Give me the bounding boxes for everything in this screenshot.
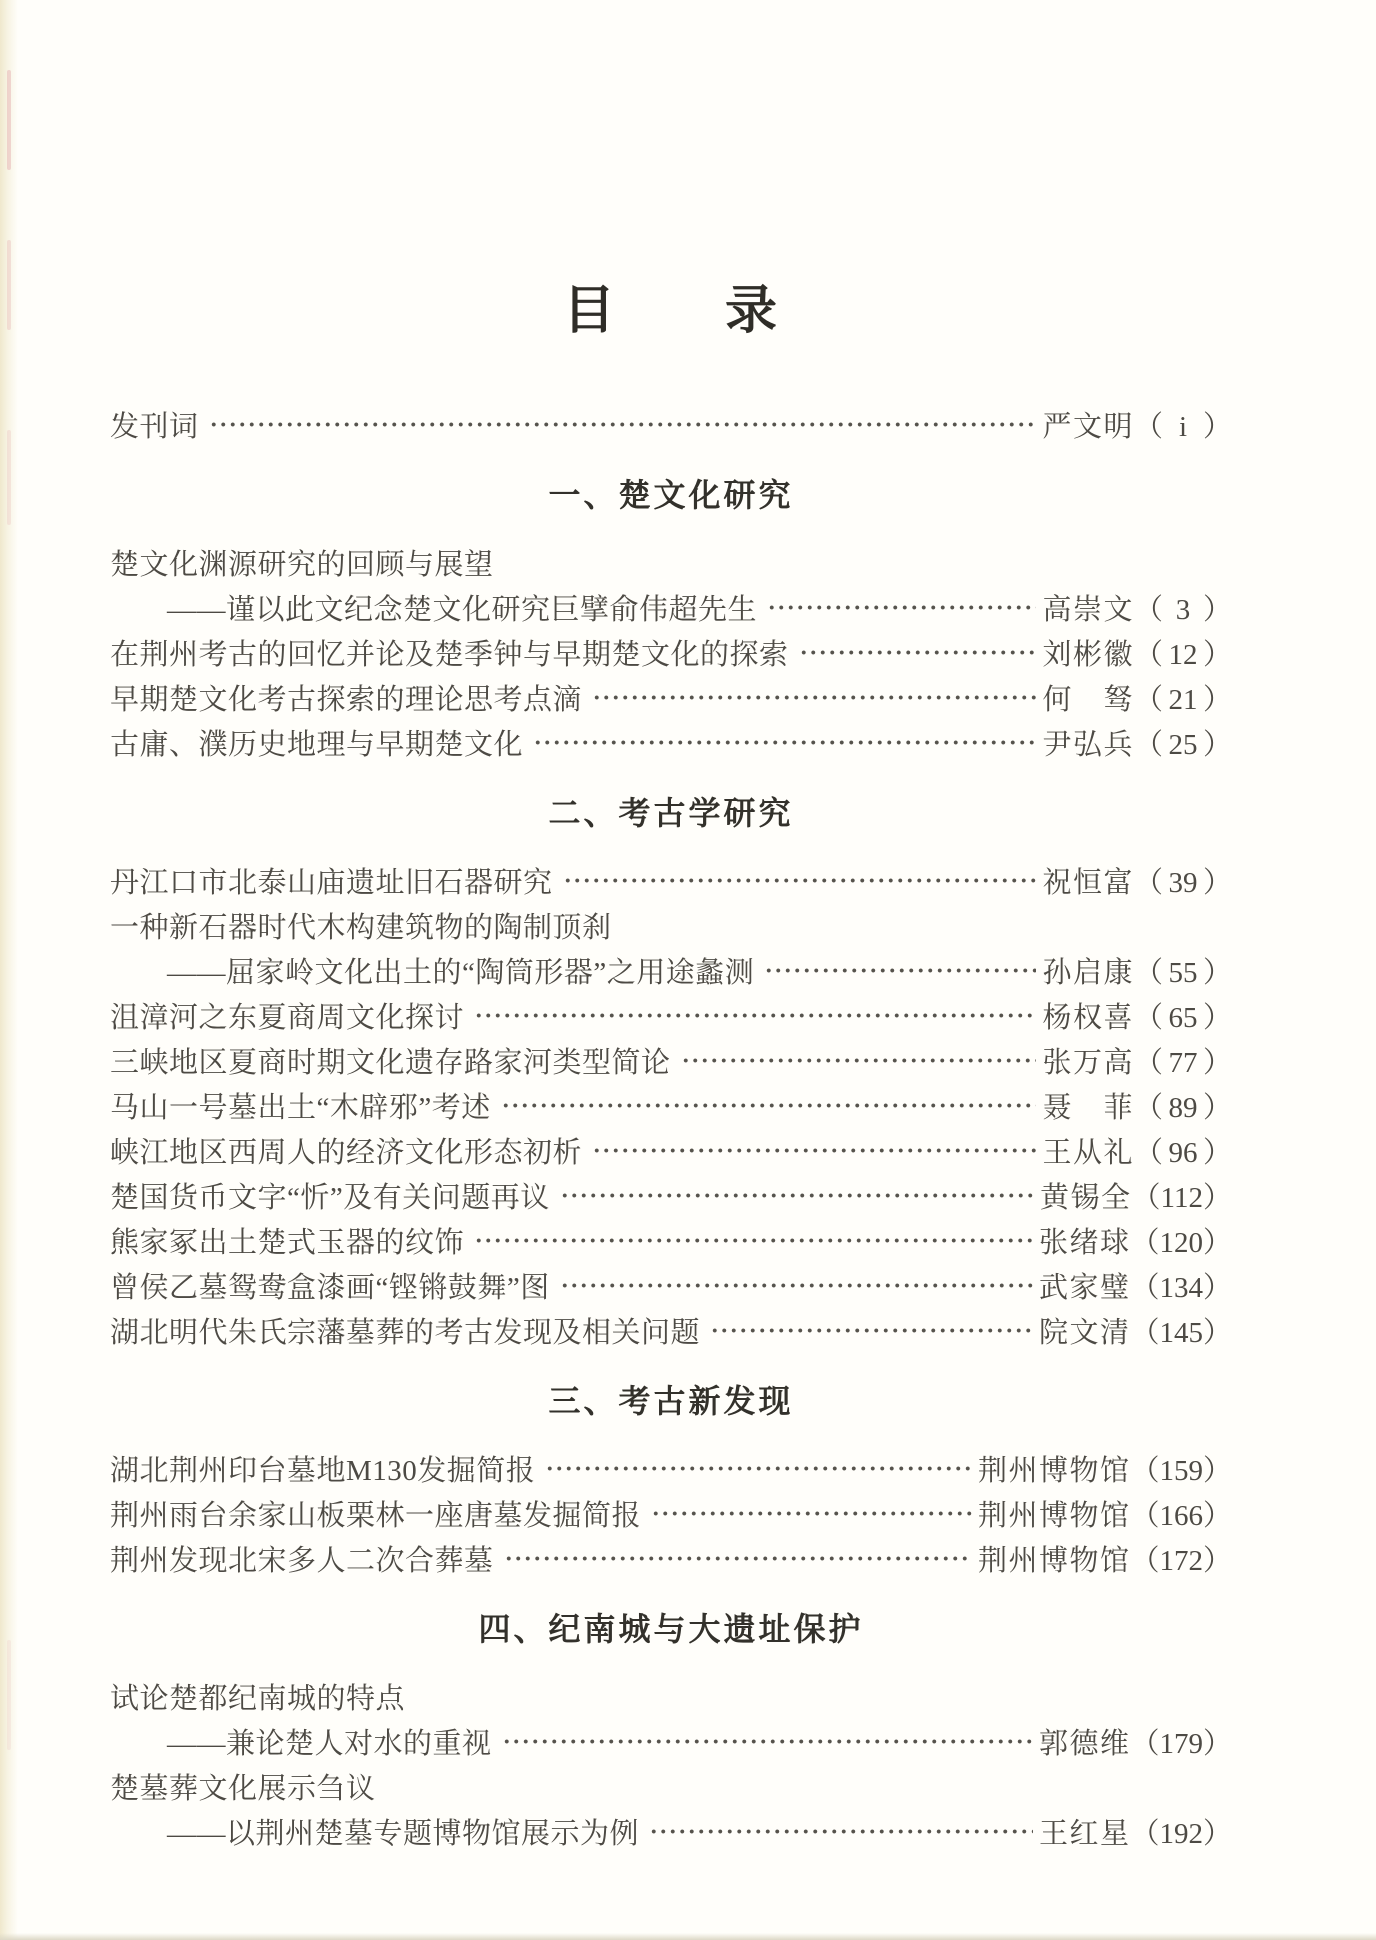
entry-author: 武家璧 — [1038, 1271, 1131, 1304]
entry-title: ——谨以此文纪念楚文化研究巨擘俞伟超先生 — [167, 593, 758, 626]
entry-title: ——以荆州楚墓专题博物馆展示为例 — [167, 1817, 640, 1850]
toc-entry — [110, 993, 1232, 1038]
paren-close: ） — [1202, 1316, 1232, 1349]
toc-entry — [110, 720, 1232, 765]
entry-title: ——屈家岭文化出土的“陶筒形器”之用途蠡测 — [167, 956, 755, 989]
entry-author: 高崇文 — [1042, 593, 1134, 626]
entry-page-ref — [1134, 404, 1232, 445]
toc-entry — [110, 585, 1232, 630]
paren-close: ） — [1202, 1454, 1232, 1487]
entry-author: 荆州博物馆 — [977, 1454, 1131, 1487]
section-heading: 三、考古新发现 — [548, 1382, 794, 1419]
paren-close: ） — [1202, 1046, 1232, 1079]
page-number: 145 — [1159, 1316, 1203, 1349]
toc-content — [110, 0, 1232, 1854]
paren-open: （ — [1131, 1181, 1161, 1214]
paren-close: ） — [1202, 728, 1232, 761]
toc-entry-title-line — [110, 540, 1232, 585]
dot-leader — [681, 1038, 1037, 1083]
paren-close: ） — [1202, 1817, 1232, 1850]
entry-title: 马山一号墓出土“木辟邪”考述 — [110, 1091, 491, 1124]
toc-entry — [110, 1446, 1232, 1491]
toc-entry — [110, 630, 1232, 675]
page-number: 159 — [1159, 1454, 1203, 1487]
entry-author: 严文明 — [1042, 410, 1134, 443]
paren-open: （ — [1133, 683, 1163, 716]
paren-open: （ — [1133, 593, 1163, 626]
paren-open: （ — [1133, 410, 1163, 443]
scan-artifact-mark — [7, 240, 11, 330]
page-number: 39 — [1168, 866, 1198, 899]
scan-artifact-mark — [7, 1640, 11, 1750]
paren-open: （ — [1130, 1454, 1160, 1487]
scan-artifact-mark — [7, 70, 11, 170]
entry-page-ref — [1134, 632, 1232, 673]
entry-author: 王从礼 — [1042, 1136, 1134, 1169]
toc-entry — [110, 1083, 1232, 1128]
entry-page-ref — [1134, 587, 1232, 628]
page-number: 179 — [1159, 1727, 1203, 1760]
page-number: 77 — [1168, 1046, 1198, 1079]
section-heading: 二、考古学研究 — [548, 794, 794, 831]
paren-close: ） — [1202, 1136, 1232, 1169]
entry-title: ——兼论楚人对水的重视 — [167, 1727, 492, 1760]
entry-title: 沮漳河之东夏商周文化探讨 — [110, 1001, 465, 1034]
entry-page-ref — [1134, 677, 1232, 718]
paren-open: （ — [1133, 1091, 1163, 1124]
toc-entry-title-line — [110, 1764, 1232, 1809]
page-number: 96 — [1168, 1136, 1198, 1169]
entry-page-ref — [1134, 860, 1232, 901]
entry-author: 院文清 — [1038, 1316, 1131, 1349]
entry-page-ref — [1130, 1220, 1232, 1261]
page-number: 65 — [1168, 1001, 1198, 1034]
paren-close: ） — [1202, 1499, 1232, 1532]
dot-leader — [533, 720, 1036, 765]
toc-entry — [110, 1491, 1232, 1536]
paren-close: ） — [1202, 1271, 1232, 1304]
toc-entry — [110, 858, 1232, 903]
dot-leader — [767, 585, 1036, 630]
toc-title: 目 录 — [562, 283, 779, 340]
entry-title: 楚国货币文字“忻”及有关问题再议 — [110, 1181, 550, 1214]
entry-author: 荆州博物馆 — [977, 1544, 1131, 1577]
paren-open: （ — [1130, 1271, 1160, 1304]
entry-title: 曾侯乙墓鸳鸯盒漆画“铿锵鼓舞”图 — [110, 1271, 550, 1304]
entry-title: 楚文化渊源研究的回顾与展望 — [110, 548, 494, 581]
paren-close: ） — [1202, 956, 1232, 989]
dot-leader — [209, 402, 1037, 447]
entry-title: 试论楚都纪南城的特点 — [110, 1682, 406, 1715]
paren-open: （ — [1133, 728, 1163, 761]
toc-entry — [110, 1128, 1232, 1173]
dot-leader — [502, 1719, 1033, 1764]
paren-close: ） — [1202, 683, 1232, 716]
entry-page-ref — [1134, 1040, 1232, 1081]
paren-close: ） — [1202, 638, 1232, 671]
toc-entry — [110, 1536, 1232, 1581]
entry-title: 熊家冢出土楚式玉器的纹饰 — [110, 1226, 465, 1259]
paren-close: ） — [1202, 1544, 1232, 1577]
entry-title: 丹江口市北泰山庙遗址旧石器研究 — [110, 866, 553, 899]
page-number: 55 — [1168, 956, 1198, 989]
page-number: 166 — [1159, 1499, 1203, 1532]
dot-leader — [651, 1491, 972, 1536]
dot-leader — [474, 1218, 1033, 1263]
paren-open: （ — [1130, 1727, 1160, 1760]
entry-author: 刘彬徽 — [1042, 638, 1134, 671]
toc-entry — [110, 1308, 1232, 1353]
page-number: 172 — [1159, 1544, 1203, 1577]
dot-leader — [504, 1536, 972, 1581]
entry-author: 黄锡全 — [1040, 1181, 1132, 1214]
scan-artifact-mark — [7, 430, 11, 525]
entry-author: 杨权喜 — [1042, 1001, 1134, 1034]
toc-entry — [110, 1809, 1232, 1854]
section-heading: 一、楚文化研究 — [548, 476, 794, 513]
paren-close: ） — [1202, 866, 1232, 899]
entry-title: 湖北荆州印台墓地M130发掘简报 — [110, 1454, 536, 1487]
paren-close: ） — [1202, 593, 1232, 626]
dot-leader — [563, 858, 1037, 903]
toc-entry — [110, 675, 1232, 720]
entry-page-ref — [1130, 1538, 1232, 1579]
paren-close: ） — [1202, 1001, 1232, 1034]
dot-leader — [592, 1128, 1036, 1173]
entry-page-ref — [1134, 950, 1232, 991]
entry-author: 聂 菲 — [1042, 1091, 1134, 1124]
dot-leader — [764, 948, 1036, 993]
toc-entry — [110, 1218, 1232, 1263]
entry-author: 孙启康 — [1042, 956, 1134, 989]
page-number: 12 — [1168, 638, 1198, 671]
toc-entry-title-line — [110, 903, 1232, 948]
page-number: 192 — [1159, 1817, 1203, 1850]
toc-entry — [110, 1038, 1232, 1083]
page-number: 3 — [1175, 593, 1191, 626]
entry-title: 三峡地区夏商时期文化遗存路家河类型简论 — [110, 1046, 671, 1079]
section-heading: 四、纪南城与大遗址保护 — [478, 1610, 864, 1647]
toc-entry — [110, 948, 1232, 993]
page-number: 89 — [1168, 1091, 1198, 1124]
entry-author: 尹弘兵 — [1042, 728, 1134, 761]
toc-entry — [110, 1263, 1232, 1308]
dot-leader — [560, 1173, 1034, 1218]
paren-open: （ — [1130, 1226, 1160, 1259]
dot-leader — [649, 1809, 1033, 1854]
entry-page-ref — [1134, 722, 1232, 763]
page-number: 25 — [1168, 728, 1198, 761]
dot-leader — [592, 675, 1036, 720]
entry-page-ref — [1130, 1448, 1232, 1489]
dot-leader — [545, 1446, 972, 1491]
paren-open: （ — [1130, 1817, 1160, 1850]
entry-title: 早期楚文化考古探索的理论思考点滴 — [110, 683, 583, 716]
page-bottom-shadow — [0, 1933, 1376, 1940]
entry-title: 湖北明代朱氏宗藩墓葬的考古发现及相关问题 — [110, 1316, 701, 1349]
entry-author: 何 驽 — [1042, 683, 1134, 716]
entry-title: 荆州发现北宋多人二次合葬墓 — [110, 1544, 494, 1577]
page-number: 112 — [1160, 1181, 1203, 1214]
entry-title: 峡江地区西周人的经济文化形态初析 — [110, 1136, 583, 1169]
paren-open: （ — [1130, 1544, 1160, 1577]
page-number: 134 — [1159, 1271, 1203, 1304]
entry-title: 在荆州考古的回忆并论及楚季钟与早期楚文化的探索 — [110, 638, 789, 671]
entry-author: 王红星 — [1038, 1817, 1131, 1850]
entry-page-ref — [1130, 1721, 1232, 1762]
entry-page-ref — [1134, 1085, 1232, 1126]
entry-author: 荆州博物馆 — [977, 1499, 1131, 1532]
toc-entry — [110, 1719, 1232, 1764]
paren-open: （ — [1133, 1136, 1163, 1169]
paren-close: ） — [1202, 1181, 1232, 1214]
entry-author: 郭德维 — [1038, 1727, 1131, 1760]
toc-entry-title-line — [110, 1674, 1232, 1719]
entry-author: 张绪球 — [1038, 1226, 1131, 1259]
toc-body — [110, 402, 1232, 1854]
paren-open: （ — [1133, 956, 1163, 989]
entry-page-ref — [1134, 995, 1232, 1036]
page-number: i — [1178, 410, 1188, 443]
entry-title: 荆州雨台余家山板栗林一座唐墓发掘简报 — [110, 1499, 642, 1532]
entry-title: 古庸、濮历史地理与早期楚文化 — [110, 728, 524, 761]
entry-page-ref — [1130, 1493, 1232, 1534]
paren-open: （ — [1133, 638, 1163, 671]
paren-close: ） — [1202, 1091, 1232, 1124]
paren-open: （ — [1133, 1046, 1163, 1079]
page-number: 21 — [1168, 683, 1198, 716]
paren-close: ） — [1202, 410, 1232, 443]
paren-close: ） — [1202, 1727, 1232, 1760]
entry-page-ref — [1130, 1310, 1232, 1351]
dot-leader — [799, 630, 1037, 675]
paren-open: （ — [1130, 1499, 1160, 1532]
paren-open: （ — [1133, 866, 1163, 899]
dot-leader — [710, 1308, 1033, 1353]
dot-leader — [501, 1083, 1037, 1128]
paren-open: （ — [1130, 1316, 1160, 1349]
dot-leader — [560, 1263, 1033, 1308]
entry-title: 楚墓葬文化展示刍议 — [110, 1772, 376, 1805]
entry-page-ref — [1130, 1265, 1232, 1306]
entry-page-ref — [1134, 1130, 1232, 1171]
entry-author: 张万高 — [1042, 1046, 1134, 1079]
toc-entry — [110, 1173, 1232, 1218]
entry-page-ref — [1130, 1811, 1232, 1852]
dot-leader — [474, 993, 1036, 1038]
entry-author: 祝恒富 — [1042, 866, 1134, 899]
paren-open: （ — [1133, 1001, 1163, 1034]
entry-title: 发刊词 — [110, 410, 199, 443]
paren-close: ） — [1202, 1226, 1232, 1259]
toc-entry — [110, 402, 1232, 447]
page-number: 120 — [1159, 1226, 1203, 1259]
entry-page-ref — [1132, 1175, 1232, 1216]
entry-title: 一种新石器时代木构建筑物的陶制顶刹 — [110, 911, 612, 944]
